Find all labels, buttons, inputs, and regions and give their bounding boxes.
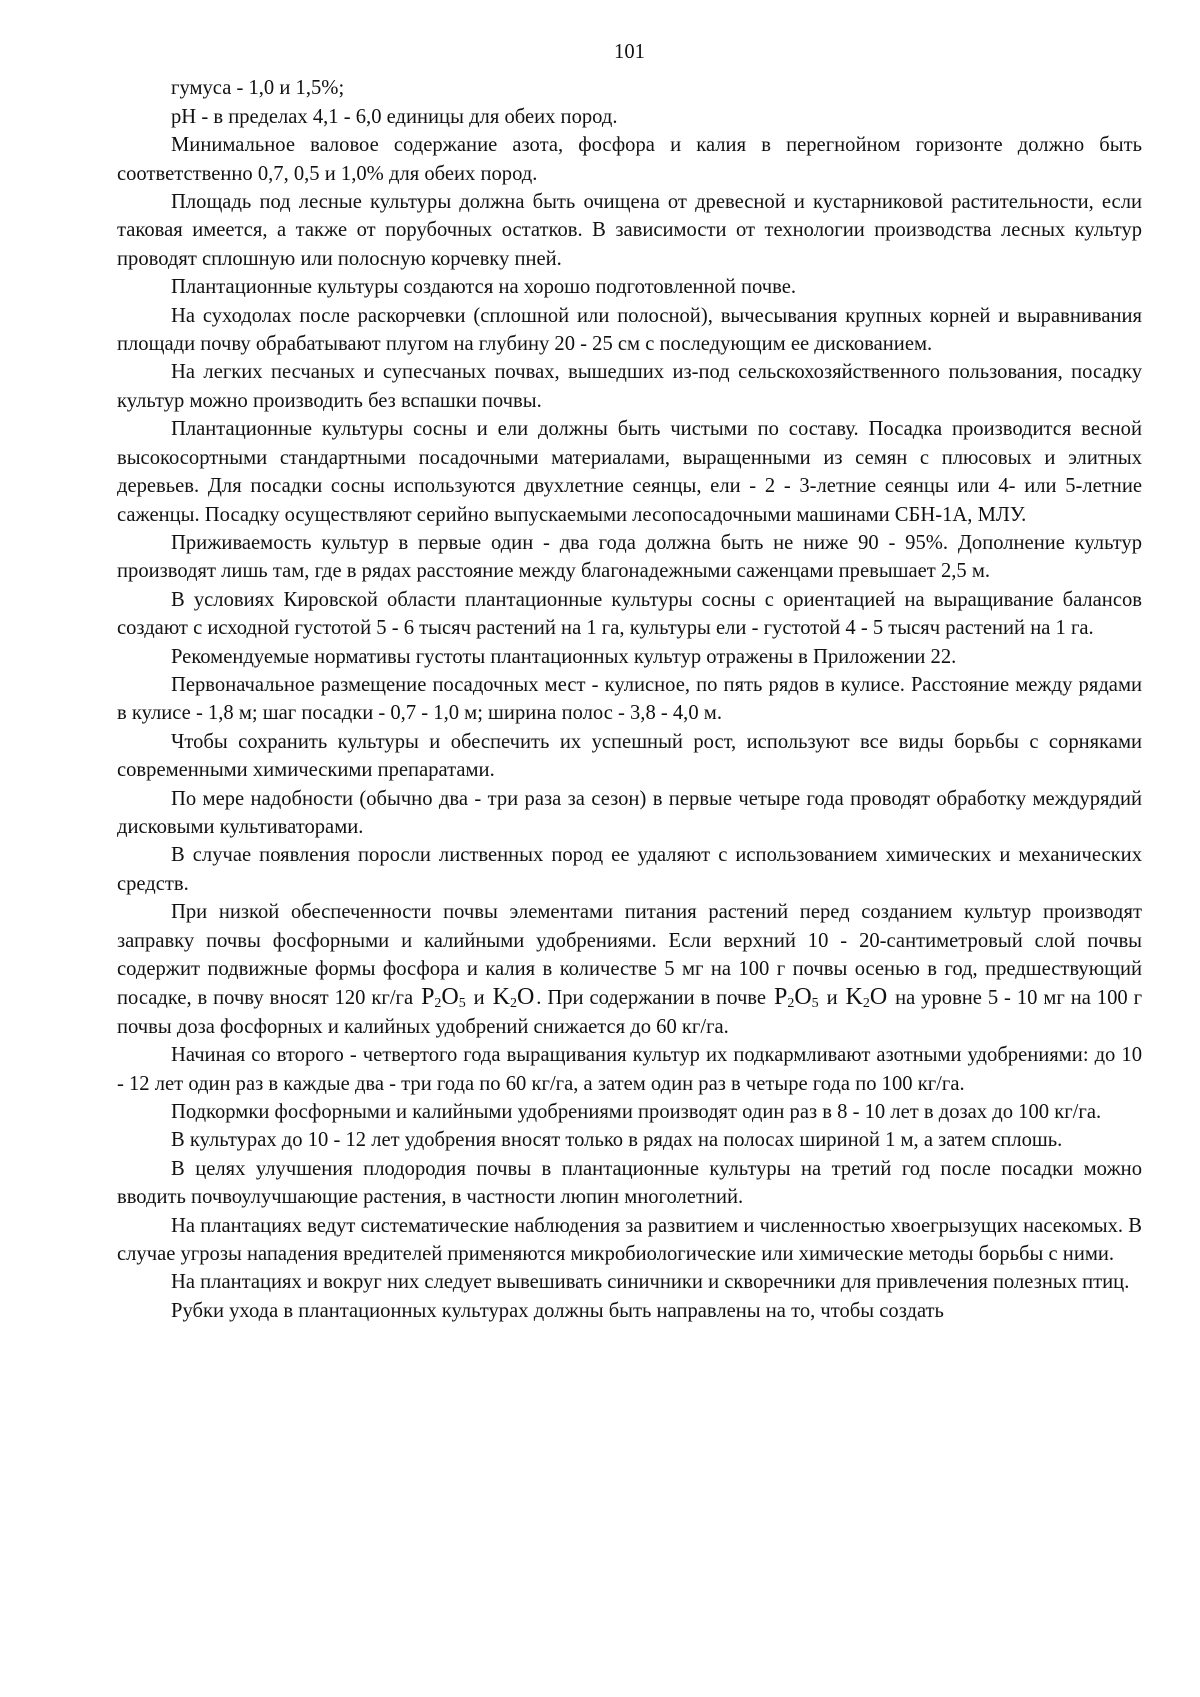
paragraph: В случае появления поросли лиственных пород ее удаляют с использованием химических и механических средств.	[117, 844, 1142, 895]
paragraph: Первоначальное размещение посадочных мест - кулисное, по пять рядов в кулисе. Расстояние между рядами в кулисе - 1,8 м; шаг посадки - 0,7 - 1,0 м; ширина полос - 3,8 - 4,0 м.	[117, 673, 1142, 725]
paragraph: Начиная со второго - четвертого года выращивания культур их подкармливают азотными удобрениями: до 10 - 12 лет один раз в каждые два - три года по 60 кг/га, а затем один раз в четыре года по 100 кг/га.	[117, 1044, 1142, 1095]
text-body-top	[117, 74, 1142, 898]
paragraph: На плантациях ведут систематические наблюдения за развитием и численностью хвоегрызущих насекомых. В случае угрозы нападения вредителей применяются микробиологические или химические методы борьбы с ними.	[117, 1214, 1142, 1266]
formula-k2o: $K_2O$	[492, 984, 535, 1012]
paragraph-text: и	[467, 987, 491, 1010]
paragraph: Рекомендуемые нормативы густоты плантационных культур отражены в Приложении 22.	[171, 645, 957, 668]
paragraph: Плантационные культуры создаются на хорошо подготовленной почве.	[171, 276, 797, 299]
paragraph: Подкормки фосфорными и калийными удобрениями производят один раз в 8 - 10 лет в дозах до 100 кг/га.	[171, 1101, 1102, 1124]
paragraph: гумуса - 1,0 и 1,5%;	[171, 77, 345, 100]
paragraph: Приживаемость культур в первые один - два года должна быть не ниже 90 - 95%. Дополнение культур производят лишь там, где в рядах расстояние между благонадежными саженцами превышает 2,5 м.	[117, 531, 1142, 583]
paragraph: На суходолах после раскорчевки (сплошной или полосной), вычесывания крупных корней и выравнивания площади почву обрабатывают плугом на глубину 20 - 25 см с последующим ее дискованием.	[117, 304, 1142, 356]
paragraph: По мере надобности (обычно два - три раза за сезон) в первые четыре года проводят обработку междурядий дисковыми культиваторами.	[117, 787, 1142, 838]
paragraph: В условиях Кировской области плантационные культуры сосны с ориентацией на выращивание балансов создают с исходной густотой 5 - 6 тысяч растений на 1 га, культуры ели - густотой 4 - 5 тысяч растений на 1 га.	[117, 588, 1142, 640]
paragraph-text: на уровне 5 - 10 мг на 100 г почвы доза фосфорных и калийных удобрений снижается до 60 кг/га.	[117, 987, 1143, 1038]
paragraph: В культурах до 10 - 12 лет удобрения вносят только в рядах на полосах шириной 1 м, а затем сплошь.	[171, 1129, 1063, 1152]
paragraph-text: и	[820, 987, 844, 1010]
formula-k2o: $K_2O$	[845, 984, 888, 1012]
paragraph: Плантационные культуры сосны и ели должны быть чистыми по составу. Посадка производится весной высокосортными стандартными посадочными материалами, выращенными из семян с плюсовых и элитных деревьев. Для посадки сосны используются двухлетние сеянцы, ели - 2 - 3-летние сеянцы или 4- или 5-летние саженцы. Посадку осуществляют серийно выпускаемыми лесопосадочными машинами СБН-1А, МЛУ.	[117, 418, 1142, 526]
text-body-bottom	[117, 1041, 1142, 1325]
paragraph: Минимальное валовое содержание азота, фосфора и калия в перегнойном горизонте должно быть соответственно 0,7, 0,5 и 1,0% для обеих пород.	[117, 134, 1142, 185]
paragraph-text: . При содержании в почве	[536, 987, 772, 1010]
paragraph-text: При низкой обеспеченности почвы элементами питания растений перед созданием культур производят заправку почвы фосфорными и калийными удобрениями. Если верхний 10 - 20-сантиметровый слой почвы содержит подвижные формы фосфора и калия в количестве 5 мг на 100 г почвы осенью в год, предшествующий посадке, в почву вносят 120 кг/га	[117, 901, 1142, 1010]
paragraph: На плантациях и вокруг них следует вывешивать синичники и скворечники для привлечения полезных птиц.	[171, 1271, 1130, 1294]
formula-p2o5: $P_2O_5$	[421, 984, 466, 1012]
formula-p2o5: $P_2O_5$	[773, 984, 819, 1012]
paragraph: На легких песчаных и супесчаных почвах, вышедших из-под сельскохозяйственного пользования, посадку культур можно производить без вспашки почвы.	[117, 361, 1142, 412]
page-number: 101	[614, 41, 645, 63]
paragraph: Рубки ухода в плантационных культурах должны быть направлены на то, чтобы создать	[171, 1299, 944, 1322]
fertilizer-paragraph	[117, 898, 1142, 1041]
paragraph: В целях улучшения плодородия почвы в плантационные культуры на третий год после посадки можно вводить почвоулучшающие растения, в частности люпин многолетний.	[117, 1157, 1142, 1209]
paragraph: Площадь под лесные культуры должна быть очищена от древесной и кустарниковой растительности, если таковая имеется, а также от порубочных остатков. В зависимости от технологии производства лесных культур проводят сплошную или полосную корчевку пней.	[117, 191, 1142, 270]
paragraph: Чтобы сохранить культуры и обеспечить их успешный рост, используют все виды борьбы с сорняками современными химическими препаратами.	[117, 730, 1142, 782]
paragraph: рН - в пределах 4,1 - 6,0 единицы для обеих пород.	[171, 105, 618, 128]
